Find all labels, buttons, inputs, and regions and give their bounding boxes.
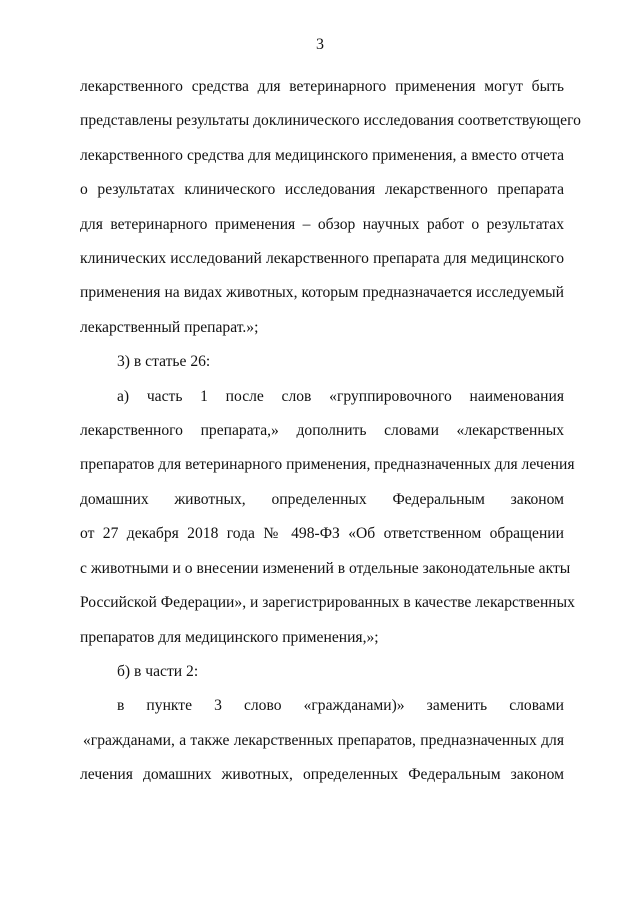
- text-line: применения на видах животных, которым предназначается исследуемый: [80, 284, 564, 302]
- paragraph-continuation: [80, 70, 581, 345]
- text-line: «гражданами, а также лекарственных препаратов, предназначенных для: [83, 731, 564, 749]
- text-line: лечения домашних животных, определенных Федеральным законом: [80, 766, 564, 784]
- page-number: 3: [316, 36, 324, 53]
- text-line: Российской Федерации», и зарегистрированных в качестве лекарственных: [80, 594, 575, 612]
- paragraph-item-b: [80, 655, 564, 689]
- text-line: лекарственного средства для ветеринарного применения могут быть: [80, 78, 564, 95]
- paragraph-subitem: [80, 689, 564, 792]
- text-line: клинических исследований лекарственного препарата для медицинского: [80, 250, 564, 268]
- text-line: представлены результаты доклинического исследования соответствующего: [80, 112, 581, 130]
- paragraph-item-3: [80, 345, 564, 379]
- text-line: лекарственного средства для медицинского применения, а вместо отчета: [80, 146, 564, 164]
- text-line: лекарственного препарата,» дополнить словами «лекарственных: [80, 422, 564, 440]
- text-line: 3) в статье 26:: [117, 353, 211, 371]
- text-line: от 27 декабря 2018 года № 498-ФЗ «Об ответственном обращении: [80, 525, 564, 543]
- text-line: в пункте 3 слово «гражданами)» заменить словами: [117, 697, 564, 715]
- text-line: лекарственный препарат.»;: [80, 318, 259, 336]
- text-line: а) часть 1 после слов «группировочного наименования: [117, 387, 564, 405]
- text-line: препаратов для ветеринарного применения, предназначенных для лечения: [80, 456, 575, 474]
- document-body: [80, 70, 581, 793]
- text-line: для ветеринарного применения – обзор научных работ о результатах: [80, 215, 564, 233]
- text-line: с животными и о внесении изменений в отдельные законодательные акты: [80, 559, 571, 577]
- text-line: о результатах клинического исследования лекарственного препарата: [80, 181, 564, 199]
- text-line: б) в части 2:: [117, 662, 199, 680]
- text-line: домашних животных, определенных Федеральным законом: [80, 490, 564, 508]
- text-line: препаратов для медицинского применения,»;: [80, 628, 379, 646]
- paragraph-item-a: [80, 380, 575, 655]
